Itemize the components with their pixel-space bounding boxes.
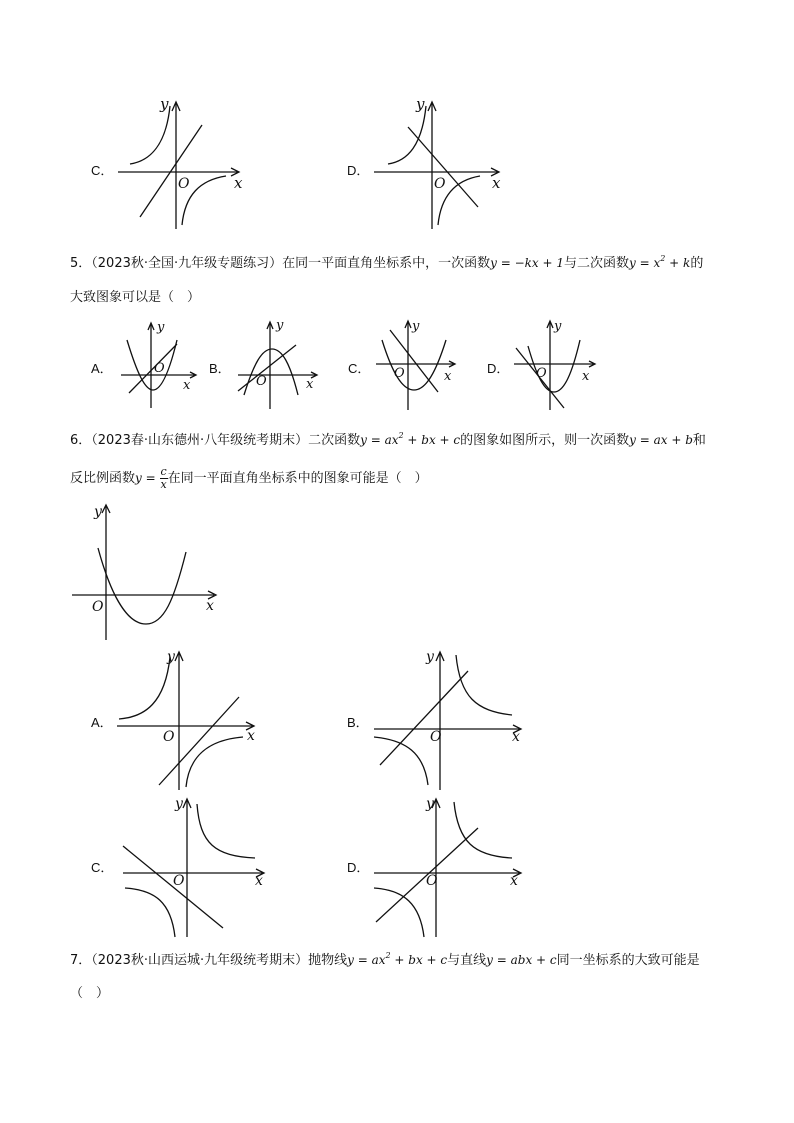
svg-text:x: x <box>247 728 255 744</box>
y-axis-label: y <box>160 95 169 113</box>
q5-option-a-label[interactable]: A． <box>91 361 113 376</box>
q6-function-quadratic: $y = ax^2$ + bx + c <box>360 431 461 447</box>
q6-question-line2: 反比例函数y = $\frac{c}{x}$ 在同一平面直角坐标系中的图象可能是（ ） <box>70 465 428 491</box>
x-axis-label: x <box>234 174 243 192</box>
q5-option-a-graph <box>115 318 205 413</box>
svg-text:O: O <box>173 873 185 889</box>
svg-text:x: x <box>306 377 314 392</box>
q5-option-c-label[interactable]: C． <box>348 361 371 376</box>
parabola <box>127 340 177 390</box>
q7-question-line2: （ ） <box>70 986 110 1001</box>
svg-text:x: x <box>510 873 518 889</box>
line-graph <box>140 125 202 217</box>
q5-option-c-graph <box>372 316 467 411</box>
q6-option-c-graph <box>115 792 265 942</box>
parabola <box>244 349 298 395</box>
svg-text:x: x <box>444 369 452 384</box>
q6-option-a-graph <box>115 645 265 795</box>
q6-option-b-graph <box>370 645 525 795</box>
q6-function-linear: y = ax + b <box>629 433 693 447</box>
svg-text:O: O <box>536 366 547 381</box>
y-axis-label: y <box>416 95 425 113</box>
q6-function-inverse: y = $\frac{c}{x}$ <box>135 465 167 491</box>
x-axis-label: x <box>492 174 501 192</box>
svg-text:x: x <box>512 729 520 745</box>
line-graph <box>516 348 564 408</box>
svg-text:y: y <box>426 796 434 812</box>
q4-option-c-label[interactable]: C． <box>91 163 114 178</box>
q5-function-quadratic: $y = x^2 + k$ <box>629 254 691 270</box>
svg-text:O: O <box>92 599 104 615</box>
q7-question-line1: 7．（2023秋·山西运城·九年级统考期末）抛物线$y = ax^2$ + bx + c与直线y = abx + c同一坐标系的大致可能是 <box>70 951 700 968</box>
svg-text:x: x <box>183 378 191 393</box>
q5-option-b-label[interactable]: B． <box>209 361 231 376</box>
q7-function-parabola: $y = ax^2$ + bx + c <box>347 951 448 967</box>
svg-text:O: O <box>154 361 165 376</box>
q6-option-b-label[interactable]: B． <box>347 715 369 730</box>
svg-text:O: O <box>256 374 267 389</box>
q6-option-c-label[interactable]: C． <box>91 860 114 875</box>
q6-option-a-label[interactable]: A． <box>91 715 113 730</box>
svg-text:x: x <box>582 369 590 384</box>
line-graph <box>390 330 438 392</box>
svg-text:y: y <box>412 319 420 334</box>
q5-option-b-graph <box>232 315 322 410</box>
svg-text:x: x <box>255 873 263 889</box>
parabola <box>382 340 446 390</box>
q5-function-linear: y = −kx + 1 <box>490 256 564 270</box>
svg-text:y: y <box>167 649 175 665</box>
origin-label: O <box>434 176 446 192</box>
svg-text:x: x <box>206 598 214 614</box>
q5-text-start: 5．（2023秋·全国·九年级专题练习）在同一平面直角坐标系中，一次函数 <box>70 256 491 271</box>
svg-text:y: y <box>175 796 183 812</box>
svg-text:y: y <box>157 320 165 335</box>
q6-option-d-label[interactable]: D． <box>347 860 370 875</box>
q6-given-parabola-graph <box>68 500 228 645</box>
svg-text:O: O <box>430 729 442 745</box>
q6-option-d-graph <box>370 792 525 942</box>
q5-text-mid: 与二次函数 <box>564 256 630 271</box>
hyperbola-branch-upper-left <box>130 106 170 164</box>
q4-option-c-graph <box>110 95 260 235</box>
line-graph <box>238 345 296 391</box>
svg-text:y: y <box>276 318 284 333</box>
svg-text:y: y <box>426 649 434 665</box>
hyperbola-branch-upper-left <box>388 106 426 164</box>
parabola <box>98 548 186 624</box>
q4-option-d-label[interactable]: D． <box>347 163 370 178</box>
q5-question-line1 <box>70 255 703 270</box>
svg-text:O: O <box>394 366 405 381</box>
q4-option-d-graph <box>370 95 520 235</box>
origin-label: O <box>178 176 190 192</box>
svg-text:O: O <box>163 729 175 745</box>
q7-function-line: y = abx + c <box>486 953 557 967</box>
q6-question-line1: 6．（2023春·山东德州·八年级统考期末）二次函数$y = ax^2$ + bx + c的图象如图所示，则一次函数y = ax + b和 <box>70 431 706 448</box>
svg-text:y: y <box>94 504 102 520</box>
svg-text:O: O <box>426 873 438 889</box>
q5-text-end: 的 <box>690 256 704 271</box>
q5-question-line2: 大致图象可以是（ ） <box>70 290 201 305</box>
q5-option-d-label[interactable]: D． <box>487 361 510 376</box>
svg-text:y: y <box>554 319 562 334</box>
q5-option-d-graph <box>508 316 603 411</box>
